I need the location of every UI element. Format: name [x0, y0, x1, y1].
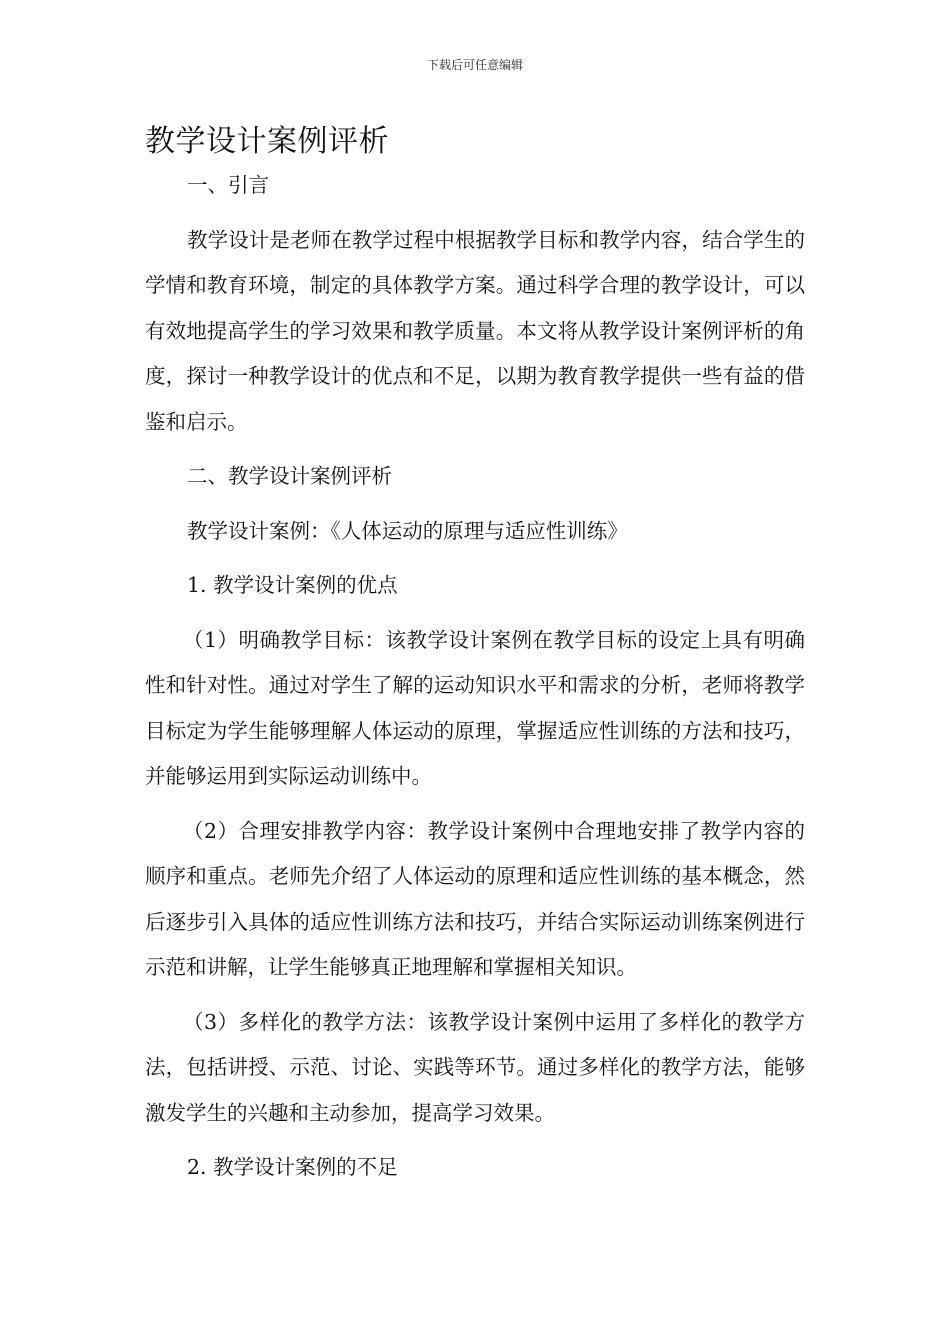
subheading-weaknesses: 2. 教学设计案例的不足 [187, 1155, 398, 1179]
document-body [145, 163, 805, 1200]
strength-item-2: （2）合理安排教学内容：教学设计案例中合理地安排了教学内容的顺序和重点。老师先介绍了人体运动的原理和适应性训练的基本概念，然后逐步引入具体的适应性训练方法和技巧，并结合实际运动训练案例进行示范和讲解，让学生能够真正地理解和掌握相关知识。 [145, 818, 805, 979]
section-heading-intro: 一、引言 [187, 173, 269, 197]
strength-item-1: （1）明确教学目标：该教学设计案例在教学目标的设定上具有明确性和针对性。通过对学生了解的运动知识水平和需求的分析，老师将教学目标定为学生能够理解人体运动的原理，掌握适应性训练的方法和技巧，并能够运用到实际运动训练中。 [145, 627, 805, 788]
document-title: 教学设计案例评析 [145, 124, 389, 159]
header-note: 下载后可任意编辑 [426, 58, 523, 72]
intro-paragraph: 教学设计是老师在教学过程中根据教学目标和教学内容，结合学生的学情和教育环境，制定的具体教学方案。通过科学合理的教学设计，可以有效地提高学生的学习效果和教学质量。本文将从教学设计案例评析的角度，探讨一种教学设计的优点和不足，以期为教育教学提供一些有益的借鉴和启示。 [145, 227, 805, 434]
subheading-strengths: 1. 教学设计案例的优点 [187, 573, 398, 597]
section-heading-analysis: 二、教学设计案例评析 [187, 464, 392, 488]
strength-item-3: （3）多样化的教学方法：该教学设计案例中运用了多样化的教学方法，包括讲授、示范、讨论、实践等环节。通过多样化的教学方法，能够激发学生的兴趣和主动参加，提高学习效果。 [145, 1009, 805, 1125]
case-title-line: 教学设计案例：《人体运动的原理与适应性训练》 [187, 518, 628, 543]
